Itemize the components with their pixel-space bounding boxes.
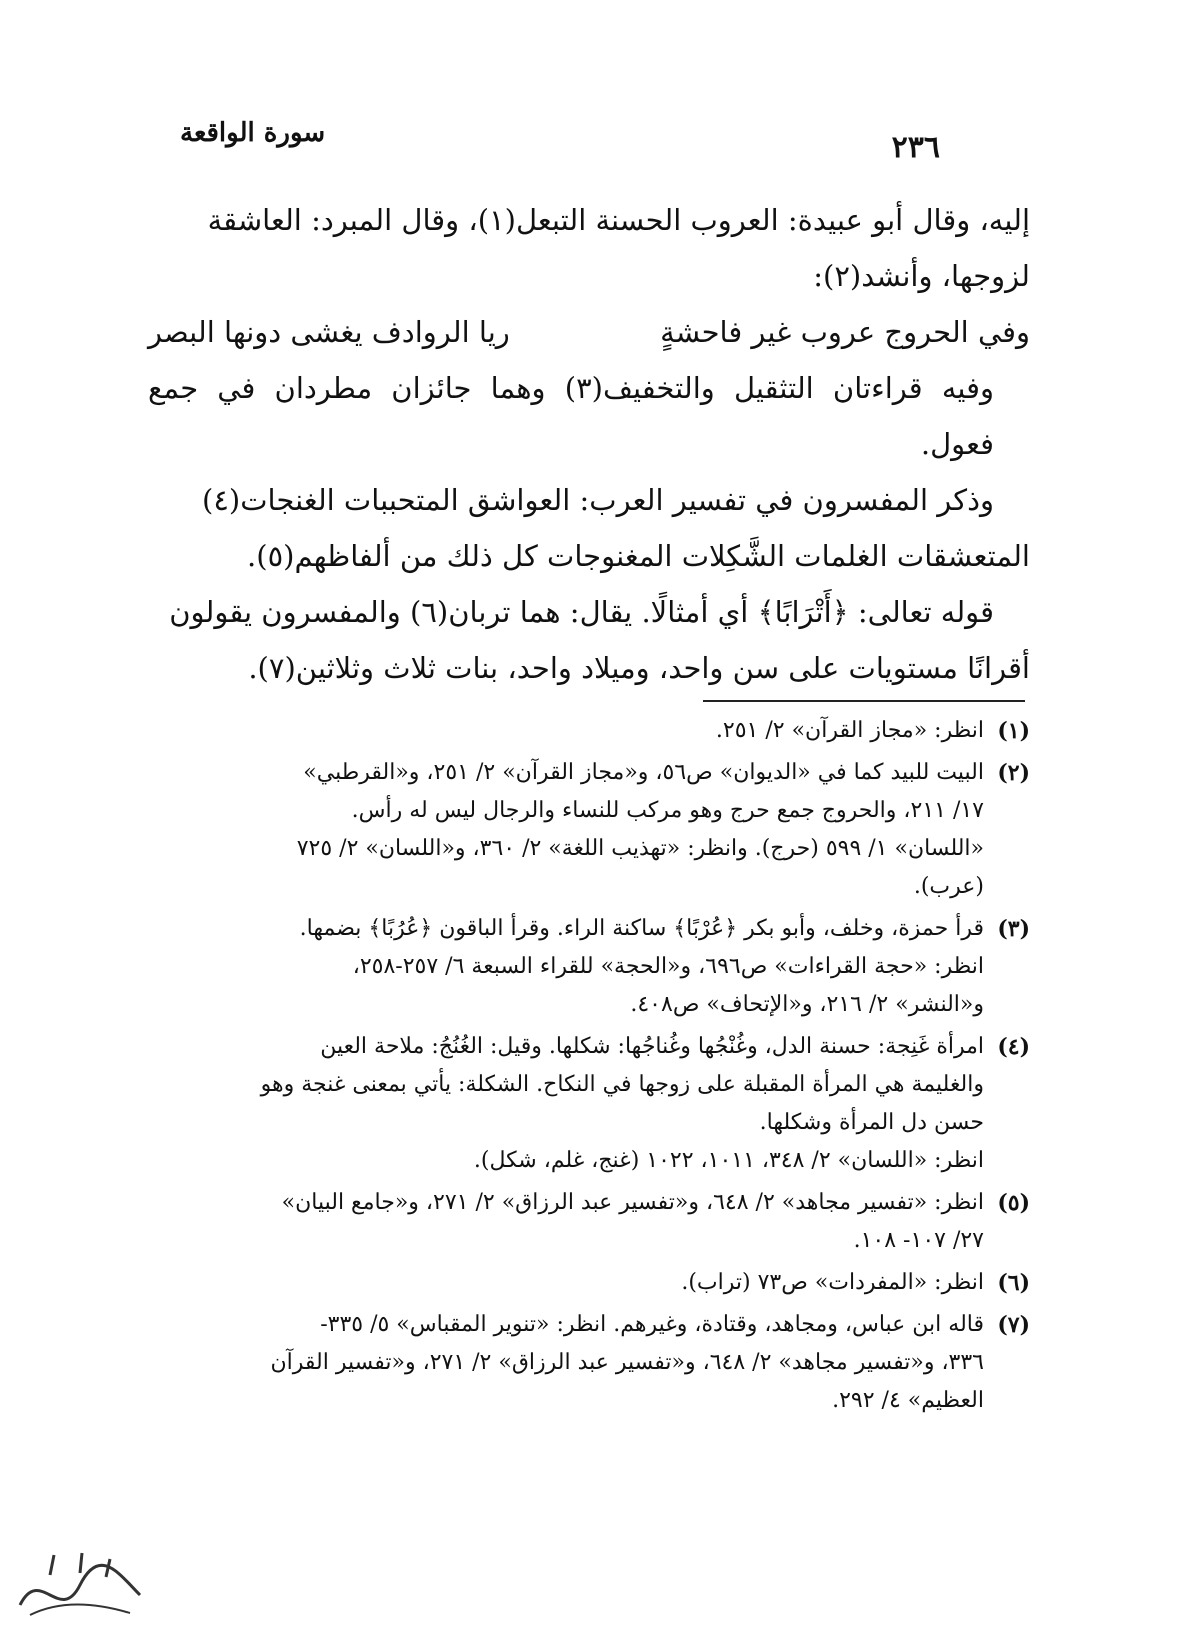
page-number: ٢٣٦	[891, 130, 940, 165]
footnote-body	[148, 1184, 984, 1260]
footnote-line: ٢٧/ ١٠٧- ١٠٨.	[853, 1228, 984, 1253]
footnote-line: و«النشر» ٢/ ٢١٦، و«الإتحاف» ص٤٠٨.	[630, 992, 984, 1017]
footnote-body	[148, 1306, 984, 1420]
paragraph-line: لزوجها، وأنشد(٢):	[813, 259, 1030, 293]
paragraph-line: المتعشقات الغلمات الشَّكِلات المغنوجات كل ذلك من ألفاظهم(٥).	[247, 539, 1030, 573]
footnote-body	[148, 754, 984, 906]
footnote-line: انظر: «اللسان» ٢/ ٣٤٨، ١٠١١، ١٠٢٢ (غنج، غلم، شكل).	[473, 1148, 984, 1173]
footnote-body	[148, 910, 984, 1024]
footnote-line: امرأة غَنِجة: حسنة الدل، وغُنْجُها وغُناجُها: شكلها. وقيل: الغُنُجُ: ملاحة العين	[320, 1034, 984, 1059]
footnote-number: (٤)	[997, 1034, 1030, 1060]
footnote-line: حسن دل المرأة وشكلها.	[759, 1110, 984, 1135]
footnote-line: ١٧/ ٢١١، والحروج جمع حرج وهو مركب للنساء والرجال ليس له رأس.	[351, 798, 984, 823]
watermark-logo	[10, 1535, 150, 1635]
page-header	[160, 112, 1030, 165]
footnote-line: انظر: «المفردات» ص٧٣ (تراب).	[681, 1270, 984, 1295]
paragraph-line: قوله تعالى: ﴿أَتْرَابًا﴾ أي أمثالًا. يقال: هما تربان(٦) والمفسرون يقولون	[169, 595, 994, 629]
footnote-item	[148, 1306, 1030, 1420]
footnote-line: البيت للبيد كما في «الديوان» ص٥٦، و«مجاز القرآن» ٢/ ٢٥١، و«القرطبي»	[303, 760, 984, 785]
footnote-item	[148, 712, 1030, 750]
paragraph-line: أقرانًا مستويات على سن واحد، وميلاد واحد، بنات ثلاث وثلاثين(٧).	[248, 651, 1030, 685]
main-text	[148, 192, 1030, 696]
verse-hemistich-first: وفي الحروج عروب غير فاحشةٍ	[660, 315, 1030, 349]
poetry-verse	[148, 304, 1030, 360]
footnote-line: «اللسان» ١/ ٥٩٩ (حرج). وانظر: «تهذيب اللغة» ٢/ ٣٦٠، و«اللسان» ٢/ ٧٢٥	[296, 836, 984, 861]
footnote-number: (٣)	[997, 916, 1030, 942]
paragraph-line: وذكر المفسرون في تفسير العرب: العواشق المتحببات الغنجات(٤)	[202, 483, 994, 517]
footnote-number: (١)	[997, 718, 1030, 744]
footnote-item	[148, 1028, 1030, 1180]
paragraph-line: إليه، وقال أبو عبيدة: العروب الحسنة التبعل(١)، وقال المبرد: العاشقة	[207, 203, 1030, 237]
footnote-line: انظر: «مجاز القرآن» ٢/ ٢٥١.	[715, 718, 984, 743]
footnote-line: العظيم» ٤/ ٢٩٢.	[832, 1388, 984, 1413]
footnote-item	[148, 754, 1030, 906]
footnote-line: قرأ حمزة، وخلف، وأبو بكر ﴿عُرْبًا﴾ ساكنة الراء. وقرأ الباقون ﴿عُرُبًا﴾ بضمها.	[299, 916, 984, 941]
footnote-line: انظر: «تفسير مجاهد» ٢/ ٦٤٨، و«تفسير عبد الرزاق» ٢/ ٢٧١، و«جامع البيان»	[281, 1190, 984, 1215]
footnote-body	[148, 1264, 984, 1302]
footnote-number: (٢)	[997, 760, 1030, 786]
footnote-item	[148, 1264, 1030, 1302]
footnote-item	[148, 910, 1030, 1024]
footnote-body	[148, 1028, 984, 1180]
footnote-item	[148, 1184, 1030, 1260]
footnotes-section	[148, 712, 1030, 1424]
paragraph-line: وفيه قراءتان التثقيل والتخفيف(٣) وهما جائزان مطردان في جمع فعول.	[148, 371, 995, 461]
surah-title: سورة الواقعة	[180, 118, 326, 148]
footnote-line: والغليمة هي المرأة المقبلة على زوجها في النكاح. الشكلة: يأتي بمعنى غنجة وهو	[260, 1072, 984, 1097]
footnote-number: (٧)	[997, 1312, 1030, 1338]
footnote-divider	[703, 700, 1025, 702]
footnote-line: (عرب).	[913, 874, 984, 899]
footnote-number: (٥)	[997, 1190, 1030, 1216]
footnote-number: (٦)	[997, 1270, 1030, 1296]
footnote-line: قاله ابن عباس، ومجاهد، وقتادة، وغيرهم. انظر: «تنوير المقباس» ٥/ ٣٣٥-	[320, 1312, 984, 1337]
footnote-line: ٣٣٦، و«تفسير مجاهد» ٢/ ٦٤٨، و«تفسير عبد الرزاق» ٢/ ٢٧١، و«تفسير القرآن	[270, 1350, 984, 1375]
footnote-line: انظر: «حجة القراءات» ص٦٩٦، و«الحجة» للقراء السبعة ٦/ ٢٥٧-٢٥٨،	[352, 954, 984, 979]
verse-hemistich-second: ريا الروادف يغشى دونها البصر	[148, 315, 510, 349]
footnote-body	[148, 712, 984, 750]
